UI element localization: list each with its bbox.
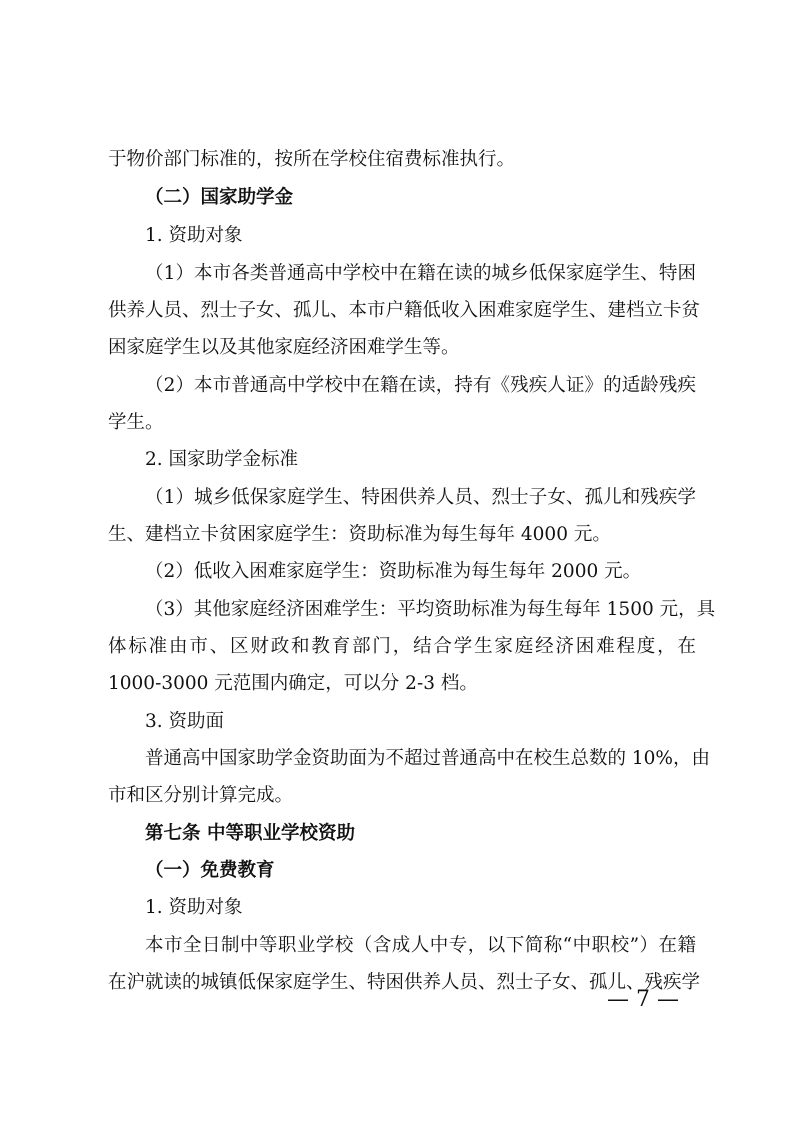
- paragraph-line: 1000-3000 元范围内确定，可以分 2-3 档。: [108, 673, 478, 694]
- subsection-heading: 3. 资助面: [145, 711, 225, 732]
- page-number: — 7 —: [607, 987, 679, 1012]
- paragraph-line: （3）其他家庭经济困难学生：平均资助标准为每生每年 1500 元，具: [145, 599, 716, 620]
- paragraph-line: 生、建档立卡贫困家庭学生：资助标准为每生每年 4000 元。: [108, 524, 611, 545]
- paragraph-line: 于物价部门标准的，按所在学校住宿费标准执行。: [108, 149, 516, 170]
- paragraph-line: （1）城乡低保家庭学生、特困供养人员、烈士子女、孤儿和残疾学: [145, 487, 696, 508]
- paragraph-line: 供养人员、烈士子女、孤儿、本市户籍低收入困难家庭学生、建档立卡贫: [108, 300, 701, 321]
- section-heading: （一）免费教育: [145, 860, 275, 881]
- paragraph-line: （2）低收入困难家庭学生：资助标准为每生每年 2000 元。: [145, 561, 642, 582]
- section-heading: （二）国家助学金: [145, 187, 294, 208]
- paragraph-line: 普通高中国家助学金资助面为不超过普通高中在校生总数的 10%，由: [145, 748, 711, 769]
- paragraph-line: 本市全日制中等职业学校（含成人中专，以下简称“中职校”）在籍: [145, 935, 696, 956]
- paragraph-line: 困家庭学生以及其他家庭经济困难学生等。: [108, 337, 460, 358]
- paragraph-line: 体标准由市、区财政和教育部门，结合学生家庭经济困难程度，在: [108, 636, 696, 657]
- article-heading: 第七条 中等职业学校资助: [145, 823, 355, 844]
- subsection-heading: 2. 国家助学金标准: [145, 449, 299, 470]
- paragraph-line: （1）本市各类普通高中学校中在籍在读的城乡低保家庭学生、特困: [145, 263, 696, 284]
- subsection-heading: 1. 资助对象: [145, 897, 243, 918]
- paragraph-line: （2）本市普通高中学校中在籍在读，持有《残疾人证》的适龄残疾: [145, 375, 696, 396]
- paragraph-line: 市和区分别计算完成。: [108, 785, 294, 806]
- paragraph-line: 学生。: [108, 412, 164, 433]
- paragraph-line: 在沪就读的城镇低保家庭学生、特困供养人员、烈士子女、孤儿、残疾学: [108, 972, 701, 993]
- subsection-heading: 1. 资助对象: [145, 225, 243, 246]
